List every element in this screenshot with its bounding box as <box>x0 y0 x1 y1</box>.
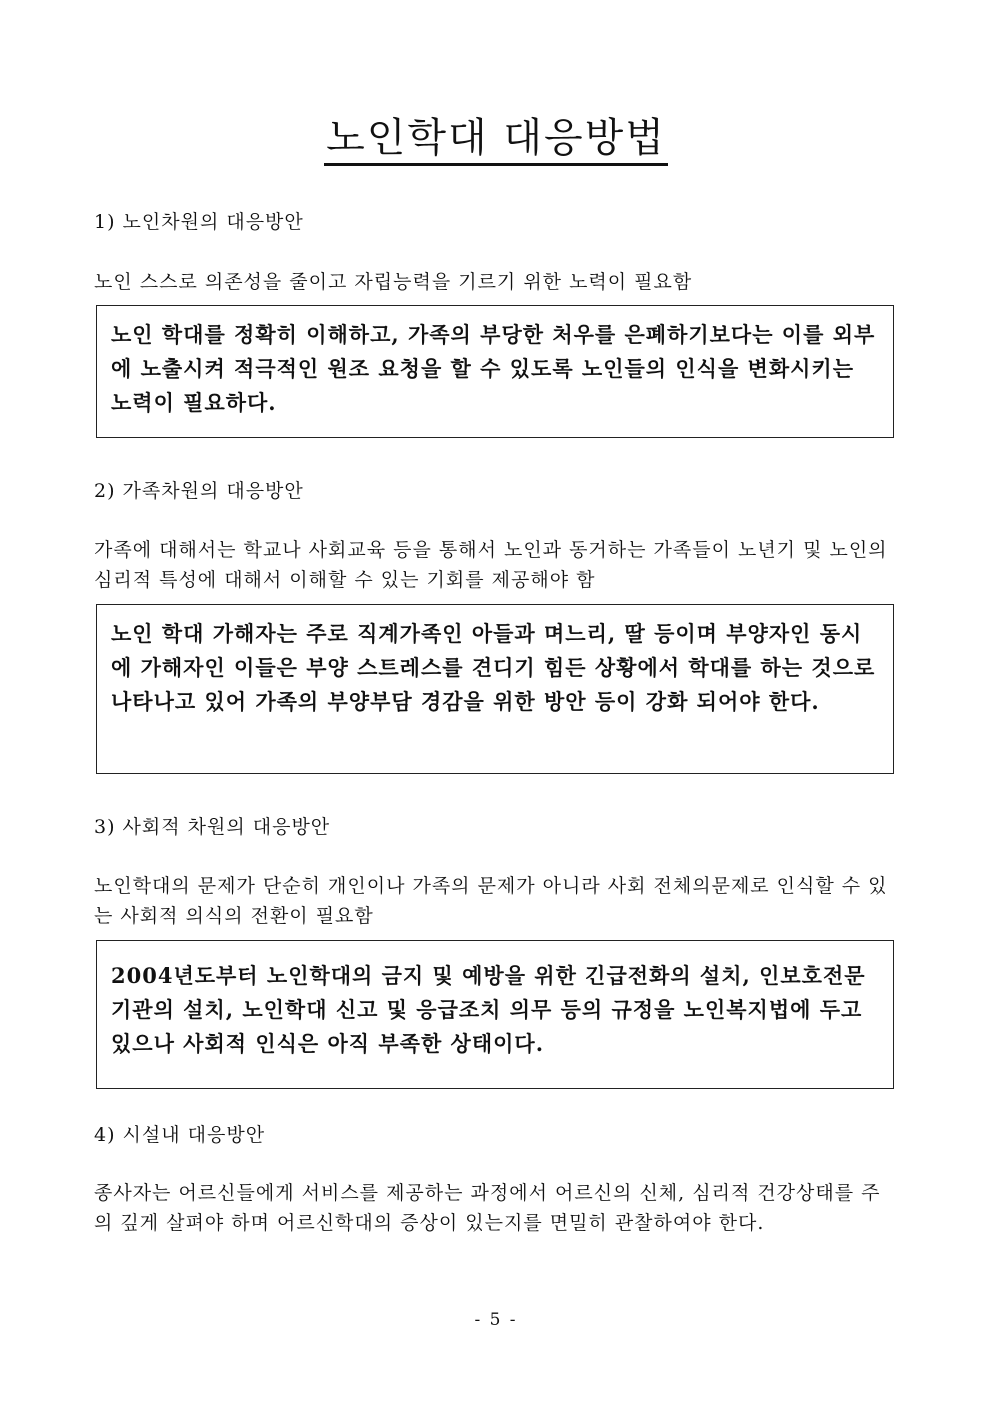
section-description: 노인 스스로 의존성을 줄이고 자립능력을 기르기 위한 노력이 필요함 <box>94 271 693 293</box>
section-heading: 4) 시설내 대응방안 <box>94 1124 266 1146</box>
section-1-heading-block <box>94 207 894 237</box>
section-3-highlight-box: 2004년도부터 노인학대의 금지 및 예방을 위한 긴급전화의 설치, 인보호전문기관의 설치, 노인학대 신고 및 응급조치 의무 등의 규정을 노인복지법에 두고 있으나 사회적 인식은 아직 부족한 상태이다. <box>96 940 894 1089</box>
section-description: 노인학대의 문제가 단순히 개인이나 가족의 문제가 아니라 사회 전체의문제로 인식할 수 있는 사회적 의식의 전환이 필요함 <box>94 875 888 927</box>
section-4-description-block <box>94 1178 894 1238</box>
section-1-description-block <box>94 267 894 297</box>
section-3-heading-block <box>94 812 894 842</box>
section-description: 종사자는 어르신들에게 서비스를 제공하는 과정에서 어르신의 신체, 심리적 건강상태를 주의 깊게 살펴야 하며 어르신학대의 증상이 있는지를 면밀히 관찰하여야 한다. <box>94 1182 881 1234</box>
page-title-text: 노인학대 대응방법 <box>324 113 668 166</box>
section-heading: 3) 사회적 차원의 대응방안 <box>94 816 331 838</box>
page-title <box>0 110 992 166</box>
section-2-highlight-box: 노인 학대 가해자는 주로 직계가족인 아들과 며느리, 딸 등이며 부양자인 동시에 가해자인 이들은 부양 스트레스를 견디기 힘든 상황에서 학대를 하는 것으로 나타나고 있어 가족의 부양부담 경감을 위한 방안 등이 강화 되어야 한다. <box>96 604 894 774</box>
section-heading: 1) 노인차원의 대응방안 <box>94 211 304 233</box>
section-2-heading-block <box>94 476 894 506</box>
section-2-description-block <box>94 535 894 595</box>
section-description: 가족에 대해서는 학교나 사회교육 등을 통해서 노인과 동거하는 가족들이 노년기 및 노인의 심리적 특성에 대해서 이해할 수 있는 기회를 제공해야 함 <box>94 539 888 591</box>
page-number: - 5 - <box>474 1310 518 1330</box>
section-1-highlight-box: 노인 학대를 정확히 이해하고, 가족의 부당한 처우를 은폐하기보다는 이를 외부에 노출시켜 적극적인 원조 요청을 할 수 있도록 노인들의 인식을 변화시키는 노력이 필요하다. <box>96 305 894 438</box>
section-4-heading-block <box>94 1120 894 1150</box>
section-heading: 2) 가족차원의 대응방안 <box>94 480 304 502</box>
section-3-description-block <box>94 871 894 931</box>
